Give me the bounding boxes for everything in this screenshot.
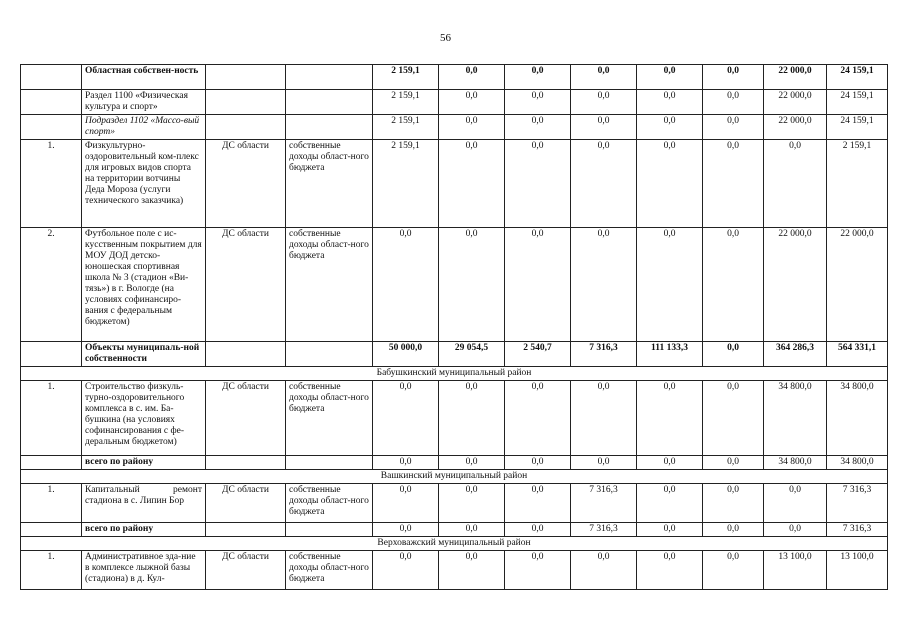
cell: 0,0: [703, 456, 764, 470]
table-row: [21, 140, 888, 228]
cell: 0,0: [637, 523, 703, 537]
investment-table: [20, 64, 888, 590]
row-number: 1.: [21, 551, 82, 590]
customer: ДС области: [206, 140, 286, 228]
table-row: [21, 484, 888, 523]
district-title: Бабушкинский муниципальный район: [21, 367, 888, 381]
district-heading-row: [21, 537, 888, 551]
cell: 2 159,1: [373, 140, 439, 228]
object-name: Строительство физкуль-турно-оздоровительного комплекса в с. им. Ба-бушкина (на условиях софинансирования с фе-деральным бюджетом): [82, 381, 206, 456]
table-row: [21, 228, 888, 342]
cell: 0,0: [505, 484, 571, 523]
object-name: Административное зда-ние в комплексе лыжной базы (стадиона) в д. Кул-: [82, 551, 206, 590]
cell: 0,0: [505, 228, 571, 342]
cell: 0,0: [439, 228, 505, 342]
cell: 7 316,3: [571, 484, 637, 523]
cell: 0,0: [505, 140, 571, 228]
cell: 24 159,1: [827, 90, 888, 115]
table-row: [21, 342, 888, 367]
cell: 0,0: [703, 381, 764, 456]
cell: 0,0: [505, 115, 571, 140]
cell: 0,0: [637, 228, 703, 342]
cell: 0,0: [703, 65, 764, 90]
cell: 22 000,0: [764, 90, 827, 115]
cell: 364 286,3: [764, 342, 827, 367]
cell: 0,0: [505, 65, 571, 90]
funding-source: собственные доходы област-ного бюджета: [286, 228, 373, 342]
district-title: Верховажский муниципальный район: [21, 537, 888, 551]
cell: 0,0: [764, 484, 827, 523]
cell: 0,0: [571, 228, 637, 342]
cell: 0,0: [439, 456, 505, 470]
cell: 13 100,0: [827, 551, 888, 590]
cell: 50 000,0: [373, 342, 439, 367]
object-name: Капитальный ремонт стадиона в с. Липин Бор: [82, 484, 206, 523]
table-row: [21, 115, 888, 140]
cell: 0,0: [439, 381, 505, 456]
cell: 0,0: [505, 456, 571, 470]
object-name: Футбольное поле с ис-кусственным покрытием для МОУ ДОД детско-юношеская спортивная школа № 3 (стадион «Ви-тязь») в г. Вологде (на условиях софинансиро-вания с федеральным бюджетом): [82, 228, 206, 342]
cell: 0,0: [764, 140, 827, 228]
cell: 7 316,3: [571, 523, 637, 537]
cell: 0,0: [505, 551, 571, 590]
customer: ДС области: [206, 551, 286, 590]
cell: 0,0: [703, 90, 764, 115]
customer: ДС области: [206, 381, 286, 456]
cell: 0,0: [505, 90, 571, 115]
row-label: Областная собствен-ность: [82, 65, 206, 90]
cell: 0,0: [439, 115, 505, 140]
funding-source: собственные доходы област-ного бюджета: [286, 381, 373, 456]
page-number: 56: [440, 32, 451, 44]
object-name: Физкультурно-оздоровительный ком-плекс для игровых видов спорта на территории вотчины Деда Мороза (услуги технического заказчика): [82, 140, 206, 228]
table-row: [21, 65, 888, 90]
total-label: всего по району: [82, 456, 206, 470]
cell: 0,0: [373, 228, 439, 342]
cell: 24 159,1: [827, 65, 888, 90]
cell: 13 100,0: [764, 551, 827, 590]
row-number: 1.: [21, 140, 82, 228]
cell: 0,0: [571, 115, 637, 140]
cell: 0,0: [703, 551, 764, 590]
cell: 2 159,1: [373, 90, 439, 115]
cell: 0,0: [637, 90, 703, 115]
table-row: [21, 90, 888, 115]
cell: 0,0: [637, 115, 703, 140]
cell: 0,0: [703, 342, 764, 367]
cell: 564 331,1: [827, 342, 888, 367]
funding-source: собственные доходы област-ного бюджета: [286, 140, 373, 228]
cell: 7 316,3: [827, 523, 888, 537]
cell: 2 159,1: [373, 65, 439, 90]
funding-source: собственные доходы област-ного бюджета: [286, 551, 373, 590]
cell: 0,0: [373, 551, 439, 590]
table-row: [21, 551, 888, 590]
cell: 22 000,0: [827, 228, 888, 342]
cell: 0,0: [439, 551, 505, 590]
row-label: Раздел 1100 «Физическая культура и спорт»: [82, 90, 206, 115]
cell: 0,0: [505, 523, 571, 537]
cell: 7 316,3: [827, 484, 888, 523]
cell: 22 000,0: [764, 228, 827, 342]
district-total-row: [21, 456, 888, 470]
row-number: 1.: [21, 484, 82, 523]
cell: 0,0: [703, 523, 764, 537]
cell: 0,0: [373, 456, 439, 470]
cell: 0,0: [764, 523, 827, 537]
cell: 0,0: [637, 456, 703, 470]
cell: 0,0: [439, 523, 505, 537]
cell: 0,0: [703, 140, 764, 228]
cell: 0,0: [703, 115, 764, 140]
cell: 0,0: [703, 228, 764, 342]
cell: 0,0: [637, 140, 703, 228]
funding-source: собственные доходы област-ного бюджета: [286, 484, 373, 523]
district-heading-row: [21, 470, 888, 484]
table-row: [21, 381, 888, 456]
cell: 0,0: [439, 140, 505, 228]
cell: 0,0: [571, 381, 637, 456]
row-label: Подраздел 1102 «Массо-вый спорт»: [82, 115, 206, 140]
cell: 22 000,0: [764, 115, 827, 140]
cell: 7 316,3: [571, 342, 637, 367]
cell: 0,0: [373, 523, 439, 537]
row-label: Объекты муниципаль-ной собственности: [82, 342, 206, 367]
cell: 0,0: [571, 456, 637, 470]
row-number: 2.: [21, 228, 82, 342]
cell: 0,0: [571, 90, 637, 115]
cell: 2 159,1: [827, 140, 888, 228]
district-heading-row: [21, 367, 888, 381]
cell: 0,0: [637, 551, 703, 590]
cell: 24 159,1: [827, 115, 888, 140]
district-total-row: [21, 523, 888, 537]
customer: ДС области: [206, 484, 286, 523]
cell: 2 159,1: [373, 115, 439, 140]
row-number: 1.: [21, 381, 82, 456]
cell: 0,0: [637, 484, 703, 523]
cell: 0,0: [373, 381, 439, 456]
total-label: всего по району: [82, 523, 206, 537]
cell: 0,0: [571, 65, 637, 90]
cell: 34 800,0: [827, 381, 888, 456]
cell: 29 054,5: [439, 342, 505, 367]
cell: 0,0: [439, 90, 505, 115]
cell: 34 800,0: [764, 381, 827, 456]
cell: 0,0: [373, 484, 439, 523]
cell: 0,0: [505, 381, 571, 456]
cell: 34 800,0: [764, 456, 827, 470]
cell: 0,0: [637, 65, 703, 90]
cell: 0,0: [571, 140, 637, 228]
cell: 22 000,0: [764, 65, 827, 90]
cell: 34 800,0: [827, 456, 888, 470]
cell: 0,0: [571, 551, 637, 590]
cell: 0,0: [439, 65, 505, 90]
cell: 0,0: [703, 484, 764, 523]
cell: 0,0: [637, 381, 703, 456]
customer: ДС области: [206, 228, 286, 342]
cell: 0,0: [439, 484, 505, 523]
district-title: Вашкинский муниципальный район: [21, 470, 888, 484]
cell: 2 540,7: [505, 342, 571, 367]
cell: 111 133,3: [637, 342, 703, 367]
